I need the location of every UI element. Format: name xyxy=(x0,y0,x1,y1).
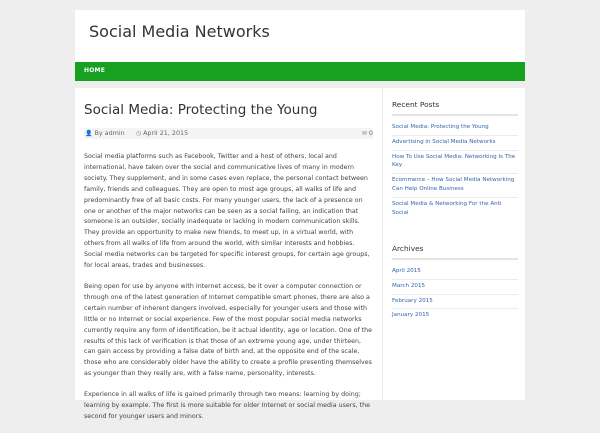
archive-link[interactable]: January 2015 xyxy=(392,312,430,319)
comment-icon: ✉ xyxy=(361,130,367,137)
user-icon: 👤 xyxy=(85,130,93,137)
recent-post-link[interactable]: Ecommerce – How Social Media Networking Can Help Online Business xyxy=(392,174,518,198)
recent-post-link[interactable]: Advertising in Social Media Networks xyxy=(392,136,518,151)
sidebar xyxy=(382,88,525,400)
recent-posts-widget xyxy=(392,100,518,220)
post-author-link[interactable]: By admin xyxy=(94,129,125,137)
post-meta xyxy=(84,128,373,139)
post-article xyxy=(84,102,373,433)
recent-posts-list xyxy=(392,121,518,220)
archive-link[interactable]: February 2015 xyxy=(392,295,518,310)
post-paragraph: Social media platforms such as Facebook, Twitter and a host of others, local and international, have taken over the social and communicative lives of many in modern society. They supplement, and in some cases even replace, the personal contact between family, friends and colleagues. They are open to most age groups, all walks of life and predominantly free of all basic costs. For many younger users, the lack of a presence on one or another of the major networks can be seen as a social failing, an indication that someone is an outsider, socially inadequate or lacking in modern communication skills. They provide an opportunity to make new friends, to meet up, in a virtual world, with others from all walks of life from around the world, with similar interests and hobbies. Social media networks can be targeted for specific interest groups, for certain age groups, for local areas, trades and businesses. xyxy=(84,153,370,270)
archive-link[interactable]: March 2015 xyxy=(392,280,518,295)
post-paragraph: Experience in all walks of life is gained primarily through two means: learning by doing; learning by example. The first is more suitable for older Internet or social media users, the second for younger users and minors. xyxy=(84,391,370,420)
post-paragraph: Being open for use by anyone with Internet access, be it over a computer connection or through one of the latest generation of Internet compatible smart phones, there are also a certain number of inherent dangers involved, especially for younger users and those with little or no Internet or social experience. Few of the most popular social media networks currently require any form of identification, be it actual identity, age or location. One of the results of this lack of verification is that those of an extreme young age, under thirteen, can gain access by providing a false date of birth and, at the opposite end of the scale, those who are considerably older have the ability to create a profile presenting themselves as younger than they really are, with a false name, personality, interests. xyxy=(84,282,372,378)
site-title[interactable]: Social Media Networks xyxy=(89,22,270,41)
nav-item-home[interactable]: HOME xyxy=(84,67,105,74)
archives-list xyxy=(392,265,518,323)
recent-post-link[interactable]: Social Media: Protecting the Young xyxy=(392,121,518,136)
recent-post-link[interactable]: Social Media & Networking For the Anti Social xyxy=(392,200,502,216)
archive-link[interactable]: April 2015 xyxy=(392,265,518,280)
post-date-link[interactable]: April 21, 2015 xyxy=(143,129,189,137)
clock-icon: ◷ xyxy=(135,130,142,137)
main-nav xyxy=(75,62,525,81)
content-area xyxy=(75,88,525,420)
post-title[interactable]: Social Media: Protecting the Young xyxy=(84,102,318,118)
recent-posts-title: Recent Posts xyxy=(392,100,518,116)
comments-count-value: 0 xyxy=(368,129,373,137)
recent-post-link[interactable]: How To Use Social Media: Networking Is The Key xyxy=(392,151,518,175)
comments-count[interactable] xyxy=(362,128,373,139)
archives-title: Archives xyxy=(392,244,518,260)
site-header xyxy=(75,10,525,62)
archives-widget xyxy=(392,244,518,323)
